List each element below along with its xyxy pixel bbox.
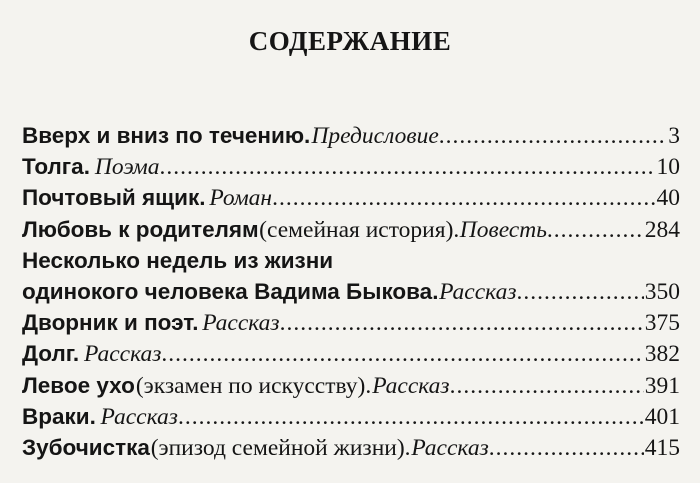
entry-page-number: 375	[644, 310, 680, 337]
dot-leader	[489, 433, 644, 464]
entry-note: (эпизод семейной жизни).	[150, 434, 411, 461]
entry-genre: Рассказ	[372, 372, 450, 399]
entry-page-number: 382	[644, 341, 680, 368]
toc-entry[interactable]	[22, 401, 680, 432]
entry-note: (экзамен по искусству).	[135, 372, 372, 399]
toc-entry[interactable]	[22, 214, 680, 245]
dot-leader	[439, 121, 667, 152]
dot-leader	[178, 402, 644, 433]
toc-entry[interactable]	[22, 120, 680, 151]
entry-genre: Рассказ	[100, 403, 178, 430]
toc-entry-first-line[interactable]	[22, 245, 680, 276]
dot-leader	[517, 277, 644, 308]
entry-page-number: 401	[644, 403, 681, 430]
toc-entry[interactable]	[22, 307, 680, 338]
entry-title: Вверх и вниз по течению.	[22, 123, 311, 148]
dot-leader	[160, 152, 656, 183]
entry-title: Дворник и поэт.	[22, 310, 199, 336]
entry-genre: Рассказ	[439, 278, 517, 305]
entry-page-number: 10	[656, 154, 680, 181]
entry-title: Любовь к родителям	[22, 216, 259, 242]
entry-genre: Рассказ	[202, 310, 280, 337]
toc-entry[interactable]	[22, 151, 680, 182]
entry-title: Враки.	[22, 403, 96, 429]
toc-entry[interactable]	[22, 370, 680, 401]
entry-title: Долг.	[22, 341, 80, 367]
entry-genre: Поэма	[94, 154, 160, 181]
dot-leader	[272, 183, 655, 214]
entry-page-number: 3	[668, 123, 680, 149]
toc-entry[interactable]	[22, 182, 680, 213]
dot-leader	[161, 339, 643, 370]
entry-page-number: 350	[644, 278, 680, 305]
page-heading: СОДЕРЖАНИЕ	[248, 26, 452, 56]
entry-title: Зубочистка	[22, 434, 150, 460]
table-of-contents	[22, 120, 680, 463]
entry-genre: Рассказ	[411, 434, 489, 461]
entry-page-number: 40	[656, 185, 680, 212]
entry-genre: Предисловие	[311, 123, 439, 149]
entry-page-number: 415	[644, 434, 680, 461]
dot-leader	[547, 215, 644, 246]
entry-page-number: 391	[644, 372, 680, 399]
entry-note: (семейная история).	[259, 216, 460, 243]
entry-genre: Роман	[209, 185, 273, 212]
entry-title: Толга.	[22, 154, 90, 180]
dot-leader	[280, 308, 644, 339]
entry-page-number: 284	[644, 216, 680, 243]
entry-title: одинокого человека Вадима Быкова.	[22, 278, 439, 304]
entry-title-line1: Несколько недель из жизни	[22, 247, 334, 273]
entry-genre: Повесть	[459, 216, 547, 243]
dot-leader	[450, 371, 644, 402]
entry-title: Левое ухо	[22, 372, 135, 398]
toc-entry[interactable]	[22, 338, 680, 369]
entry-genre: Рассказ	[84, 341, 162, 368]
toc-entry[interactable]	[22, 276, 680, 307]
entry-title: Почтовый ящик.	[22, 185, 206, 211]
toc-entry[interactable]	[22, 432, 680, 463]
